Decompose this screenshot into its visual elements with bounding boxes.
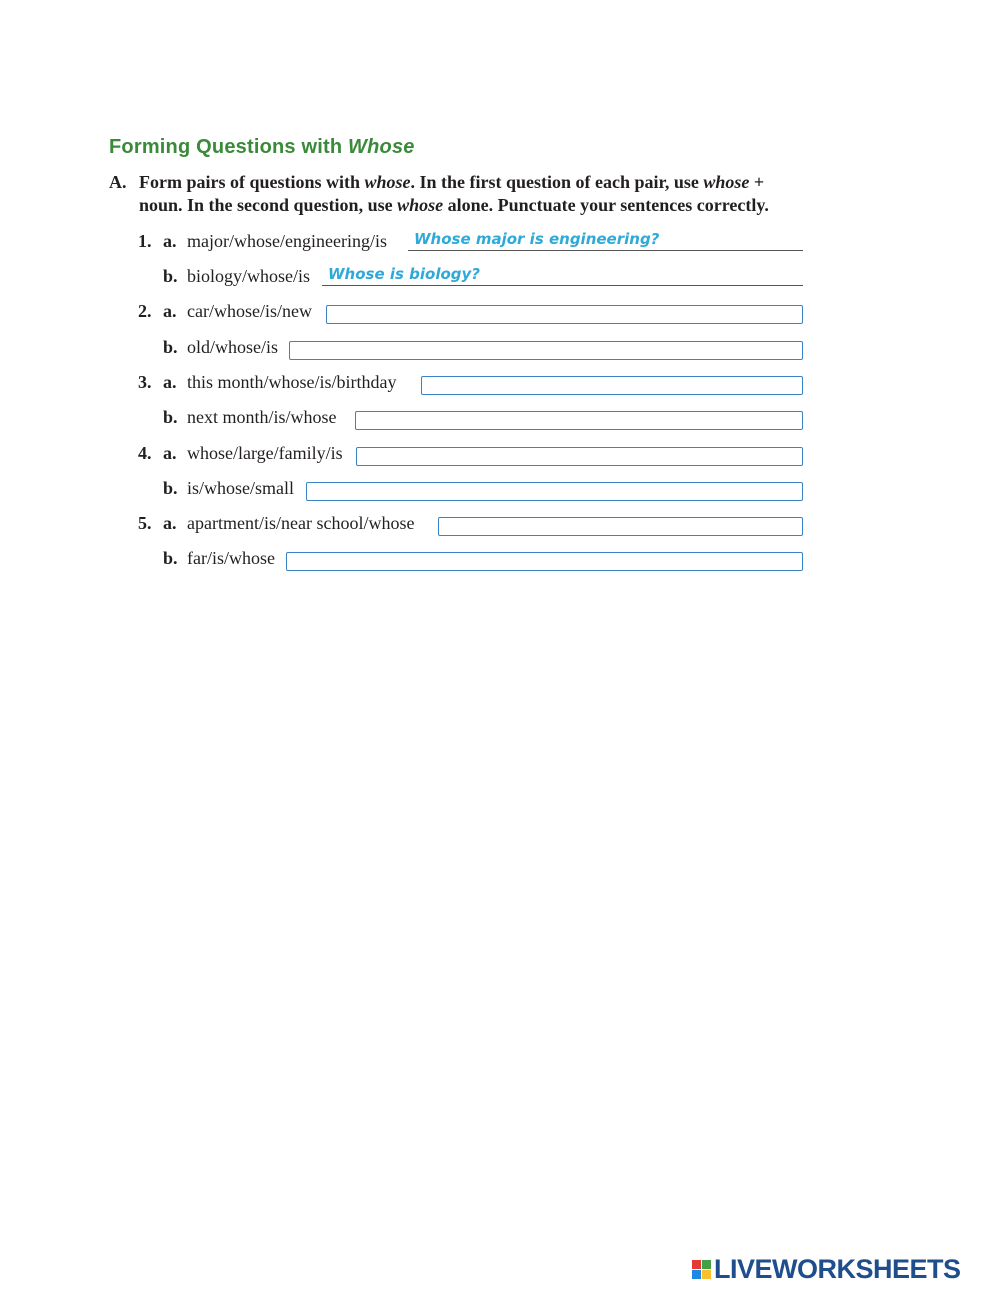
item-sub-letter: b. [163, 266, 178, 286]
answer-input[interactable] [289, 341, 803, 360]
answer-field[interactable]: Whose major is engineering? [408, 231, 803, 251]
answer-input[interactable] [356, 447, 803, 466]
item-sub-letter: a. [163, 301, 177, 321]
item-sub-letter: b. [163, 337, 178, 357]
instruction-emphasis: whose [364, 172, 411, 192]
exercise-item [0, 478, 1000, 502]
title-emphasis: Whose [348, 136, 415, 158]
instruction-part: Form pairs of questions with [139, 172, 365, 192]
word-prompt: car/whose/is/new [187, 301, 312, 321]
item-sub-letter: b. [163, 478, 178, 498]
word-prompt: biology/whose/is [187, 266, 311, 286]
word-prompt: far/is/whose [187, 548, 275, 568]
word-prompt: apartment/is/near school/whose [187, 513, 415, 533]
item-sub-letter: a. [163, 231, 177, 251]
logo-square-e [702, 1270, 711, 1279]
answer-input[interactable] [355, 411, 803, 430]
instruction-part: alone. Punctuate your sentences correctly. [443, 195, 769, 215]
word-prompt: next month/is/whose [187, 407, 337, 427]
exercise-item [0, 266, 1000, 290]
instruction-letter: A. [109, 172, 127, 192]
answer-input[interactable] [326, 305, 803, 324]
item-sub-letter: b. [163, 407, 178, 427]
section-title [109, 136, 415, 159]
word-prompt: old/whose/is [187, 337, 279, 357]
exercise-item [0, 548, 1000, 572]
instruction-part: . In the first question of each pair, use [410, 172, 704, 192]
answer-input[interactable] [421, 376, 803, 395]
exercise-item [0, 407, 1000, 431]
item-sub-letter: a. [163, 372, 177, 392]
exercise-item [0, 301, 1000, 325]
instruction-emphasis: whose [397, 195, 444, 215]
exercise-item [0, 513, 1000, 537]
exercise-item [0, 443, 1000, 467]
exercise-item [0, 231, 1000, 255]
item-number: 1. [138, 231, 152, 251]
word-prompt: is/whose/small [187, 478, 294, 498]
item-number: 3. [138, 372, 152, 392]
item-number: 5. [138, 513, 152, 533]
instructions [109, 171, 809, 217]
item-number: 4. [138, 443, 152, 463]
exercise-item [0, 372, 1000, 396]
item-number: 2. [138, 301, 152, 321]
word-prompt: this month/whose/is/birthday [187, 372, 397, 392]
logo-square-v [692, 1270, 701, 1279]
logo-square-l [692, 1260, 701, 1269]
instruction-text [139, 171, 809, 217]
answer-input[interactable] [438, 517, 803, 536]
logo-icon [692, 1260, 711, 1279]
logo-square-i [702, 1260, 711, 1269]
liveworksheets-logo [692, 1254, 961, 1284]
instruction-part: + noun. In the second question, use [139, 172, 765, 215]
word-prompt: major/whose/engineering/is [187, 231, 387, 251]
title-main: Forming Questions with [109, 136, 349, 158]
logo-text: LIVEWORKSHEETS [714, 1253, 961, 1284]
word-prompt: whose/large/family/is [187, 443, 343, 463]
item-sub-letter: b. [163, 548, 178, 568]
answer-input[interactable] [286, 552, 803, 571]
answer-input[interactable] [306, 482, 803, 501]
instruction-emphasis: whose [703, 172, 750, 192]
answer-field[interactable]: Whose is biology? [322, 266, 803, 286]
item-sub-letter: a. [163, 443, 177, 463]
exercise-item [0, 337, 1000, 361]
item-sub-letter: a. [163, 513, 177, 533]
